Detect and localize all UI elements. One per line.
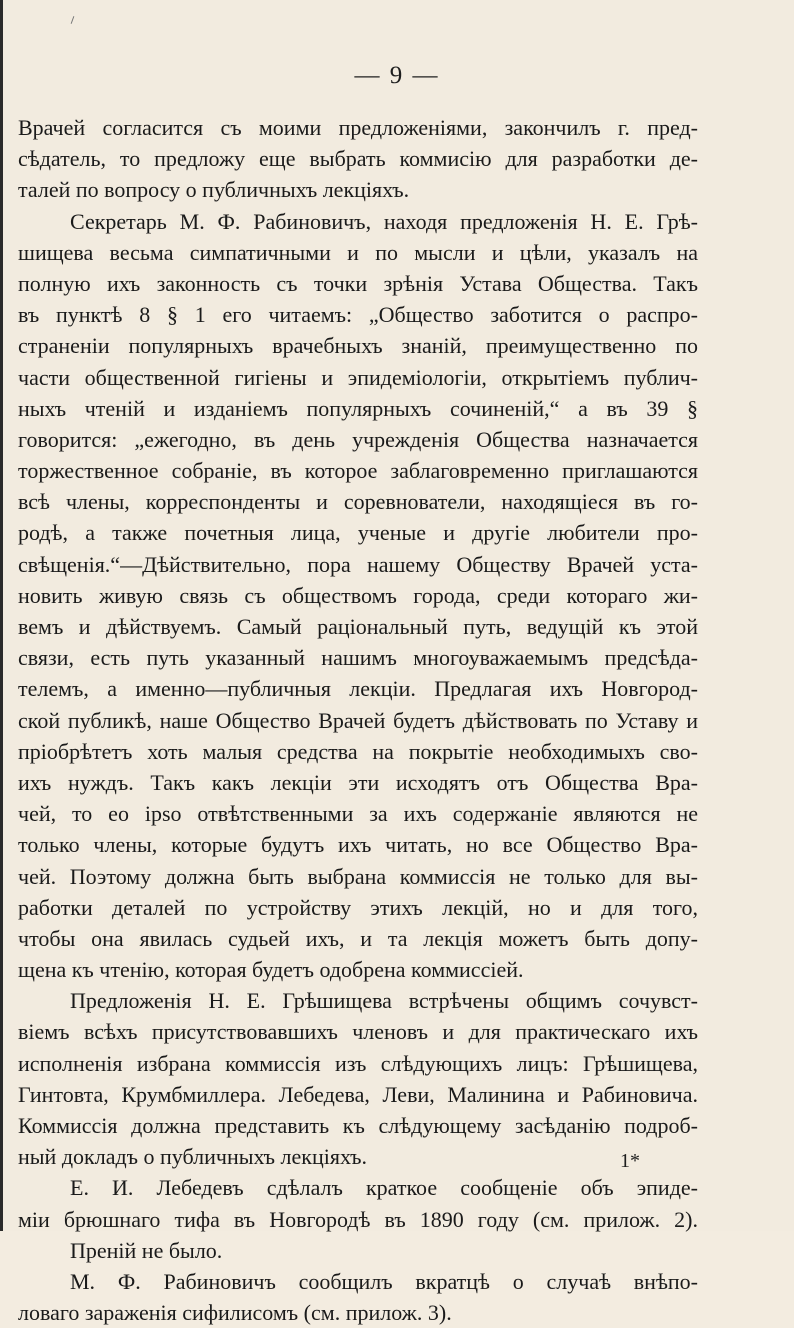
text-line: части общественной гигіены и эпидеміологіи, открытіемъ публич- [18, 364, 698, 390]
text-line: родѣ, а также почетныя лица, ученые и другіе любители про- [18, 520, 698, 546]
page-number: — 9 — [354, 62, 440, 89]
text-line: только члены, которые будутъ ихъ читать, но все Общество Вра- [18, 832, 698, 858]
body-text [18, 112, 698, 1328]
text-line: свѣщенія.“—Дѣйствительно, пора нашему Обществу Врачей уста- [18, 551, 698, 577]
text-line: новить живую связь съ обществомъ города, среди котораго жи- [18, 582, 698, 608]
text-line: чей, то eo ipso отвѣтственными за ихъ содержаніе являются не [18, 801, 698, 827]
text-line: шищева весьма симпатичными и по мысли и цѣли, указалъ на [18, 239, 698, 265]
text-line: талей по вопросу о публичныхъ лекціяхъ. [18, 177, 410, 203]
text-line: ный докладъ о публичныхъ лекціяхъ. [18, 1144, 368, 1170]
pencil-mark [71, 16, 75, 24]
text-line: исполненія избрана коммиссія изъ слѣдующихъ лицъ: Грѣшищева, [18, 1050, 698, 1076]
text-line: щена къ чтенію, которая будетъ одобрена коммиссіей. [18, 957, 524, 983]
text-line: телемъ, а именно—публичныя лекціи. Предлагая ихъ Новгород- [18, 676, 698, 702]
text-line: ской публикѣ, наше Общество Врачей будетъ дѣйствовать по Уставу и [18, 707, 698, 733]
text-line: ловаго зараженія сифилисомъ (см. прилож. 3). [18, 1300, 452, 1326]
text-line: связи, есть путь указанный нашимъ многоуважаемымъ предсѣда- [18, 645, 698, 671]
text-line: всѣ члены, корреспонденты и соревнователи, находящіеся въ го- [18, 489, 698, 515]
text-line: Гинтовта, Крумбмиллера. Лебедева, Леви, Малинина и Рабиновича. [18, 1081, 698, 1107]
text-line: Преній не было. [70, 1237, 223, 1263]
page-edge [0, 0, 3, 1231]
text-line: чей. Поэтому должна быть выбрана коммиссія не только для вы- [18, 863, 698, 889]
text-line: ихъ нуждъ. Такъ какъ лекціи эти исходятъ отъ Общества Вра- [18, 769, 698, 795]
text-line: ныхъ чтеній и изданіемъ популярныхъ сочиненій,“ а въ 39 § [18, 395, 698, 421]
text-line: міи брюшнаго тифа въ Новгородѣ въ 1890 году (см. прилож. 2). [18, 1206, 698, 1232]
text-line: Предложенія Н. Е. Грѣшищева встрѣчены общимъ сочувст- [70, 988, 698, 1014]
text-line: страненіи популярныхъ врачебныхъ знаній, преимущественно по [18, 333, 698, 359]
text-line: торжественное собраніе, въ которое заблаговременно приглашаются [18, 458, 698, 484]
text-line: пріобрѣтетъ хоть малыя средства на покрытіе необходимыхъ сво- [18, 738, 698, 764]
text-line: віемъ всѣхъ присутствовавшихъ членовъ и для практическаго ихъ [18, 1019, 698, 1045]
text-line: Е. И. Лебедевъ сдѣлалъ краткое сообщеніе объ эпиде- [70, 1175, 698, 1201]
text-line: Коммиссія должна представить къ слѣдующему засѣданію подроб- [18, 1113, 698, 1138]
text-line: въ пунктѣ 8 § 1 его читаемъ: „Общество заботится о распро- [18, 302, 698, 328]
text-line: говорится: „ежегодно, въ день учрежденія Общества назначается [18, 426, 698, 452]
text-line: М. Ф. Рабиновичъ сообщилъ вкратцѣ о случаѣ внѣпо- [70, 1268, 698, 1294]
text-line: сѣдатель, то предложу еще выбрать коммисію для разработки де- [18, 146, 698, 172]
text-line: Врачей согласится съ моими предложеніями, закончилъ г. пред- [18, 115, 698, 140]
text-line: вемъ и дѣйствуемъ. Самый раціональный путь, ведущій къ этой [18, 614, 698, 639]
text-line: Секретарь М. Ф. Рабиновичъ, находя предложенія Н. Е. Грѣ- [70, 208, 698, 234]
text-line: работки деталей по устройству этихъ лекцій, но и для того, [18, 894, 698, 920]
text-line: полную ихъ законность съ точки зрѣнія Устава Общества. Такъ [18, 270, 698, 296]
signature-mark: 1* [620, 1150, 640, 1172]
text-line: чтобы она явилась судьей ихъ, и та лекція можетъ быть допу- [18, 925, 698, 951]
